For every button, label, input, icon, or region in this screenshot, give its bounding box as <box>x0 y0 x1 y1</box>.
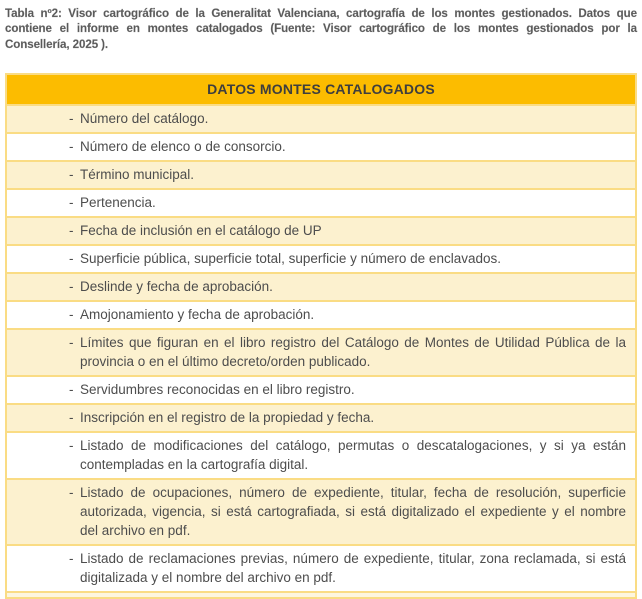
table-row <box>7 188 635 216</box>
dash-bullet: - <box>69 167 74 182</box>
dash-bullet: - <box>69 382 74 397</box>
table-header: DATOS MONTES CATALOGADOS <box>7 75 635 104</box>
dash-bullet: - <box>69 485 74 500</box>
table-row <box>7 431 635 478</box>
table-row <box>7 300 635 328</box>
row-text: Inscripción en el registro de la propiedad y fecha. <box>80 410 375 425</box>
row-text: Superficie pública, superficie total, superficie y número de enclavados. <box>80 251 501 266</box>
table-caption: Tabla nº2: Visor cartográfico de la Generalitat Valenciana, cartografía de los montes gestionados. Datos que contiene el informe en montes catalogados (Fuente: Visor cartográfico de los montes gestionados por la Consellería, 2025 ). <box>5 7 637 51</box>
dash-bullet: - <box>69 335 74 350</box>
table-row <box>7 104 635 132</box>
dash-bullet: - <box>69 438 74 453</box>
dash-bullet: - <box>69 410 74 425</box>
row-text: Listado de reclamaciones previas, número de expediente, titular, zona reclamada, si está digitalizada y el nombre del archivo en pdf. <box>80 551 626 585</box>
dash-bullet: - <box>69 195 74 210</box>
row-text: Listado de modificaciones del catálogo, permutas o descatalogaciones, y si ya están contempladas en la cartografía digital. <box>80 438 626 472</box>
dash-bullet: - <box>69 223 74 238</box>
row-text: Deslinde y fecha de aprobación. <box>80 279 273 294</box>
dash-bullet: - <box>69 251 74 266</box>
row-text: Servidumbres reconocidas en el libro registro. <box>80 382 355 397</box>
table-row <box>7 544 635 591</box>
dash-bullet: - <box>69 111 74 126</box>
row-text: Término municipal. <box>80 167 195 182</box>
catalog-data-table <box>5 73 637 599</box>
table-row <box>7 132 635 160</box>
table-row <box>7 478 635 544</box>
row-text: Amojonamiento y fecha de aprobación. <box>80 307 315 322</box>
row-text: Número del catálogo. <box>80 111 209 126</box>
row-text: Listado de ocupaciones, número de expediente, titular, fecha de resolución, superficie autorizada, vigencia, si está cartografiada, si está digitalizado el expediente y el nombre del archivo en pdf. <box>80 485 626 538</box>
table-row <box>7 375 635 403</box>
table-row <box>7 216 635 244</box>
table-row <box>7 244 635 272</box>
table-row <box>7 160 635 188</box>
dash-bullet: - <box>69 307 74 322</box>
dash-bullet: - <box>69 139 74 154</box>
row-text: Fecha de inclusión en el catálogo de UP <box>80 223 322 238</box>
dash-bullet: - <box>69 279 74 294</box>
row-text: Pertenencia. <box>80 195 156 210</box>
table-row <box>7 403 635 431</box>
table-row <box>7 272 635 300</box>
row-text: Número de elenco o de consorcio. <box>80 139 286 154</box>
table-body <box>7 104 635 591</box>
table-row <box>7 328 635 375</box>
row-text: Límites que figuran en el libro registro del Catálogo de Montes de Utilidad Pública de la provincia o en el último decreto/orden publicado. <box>80 335 626 369</box>
empty-row <box>7 591 635 597</box>
dash-bullet: - <box>69 551 74 566</box>
